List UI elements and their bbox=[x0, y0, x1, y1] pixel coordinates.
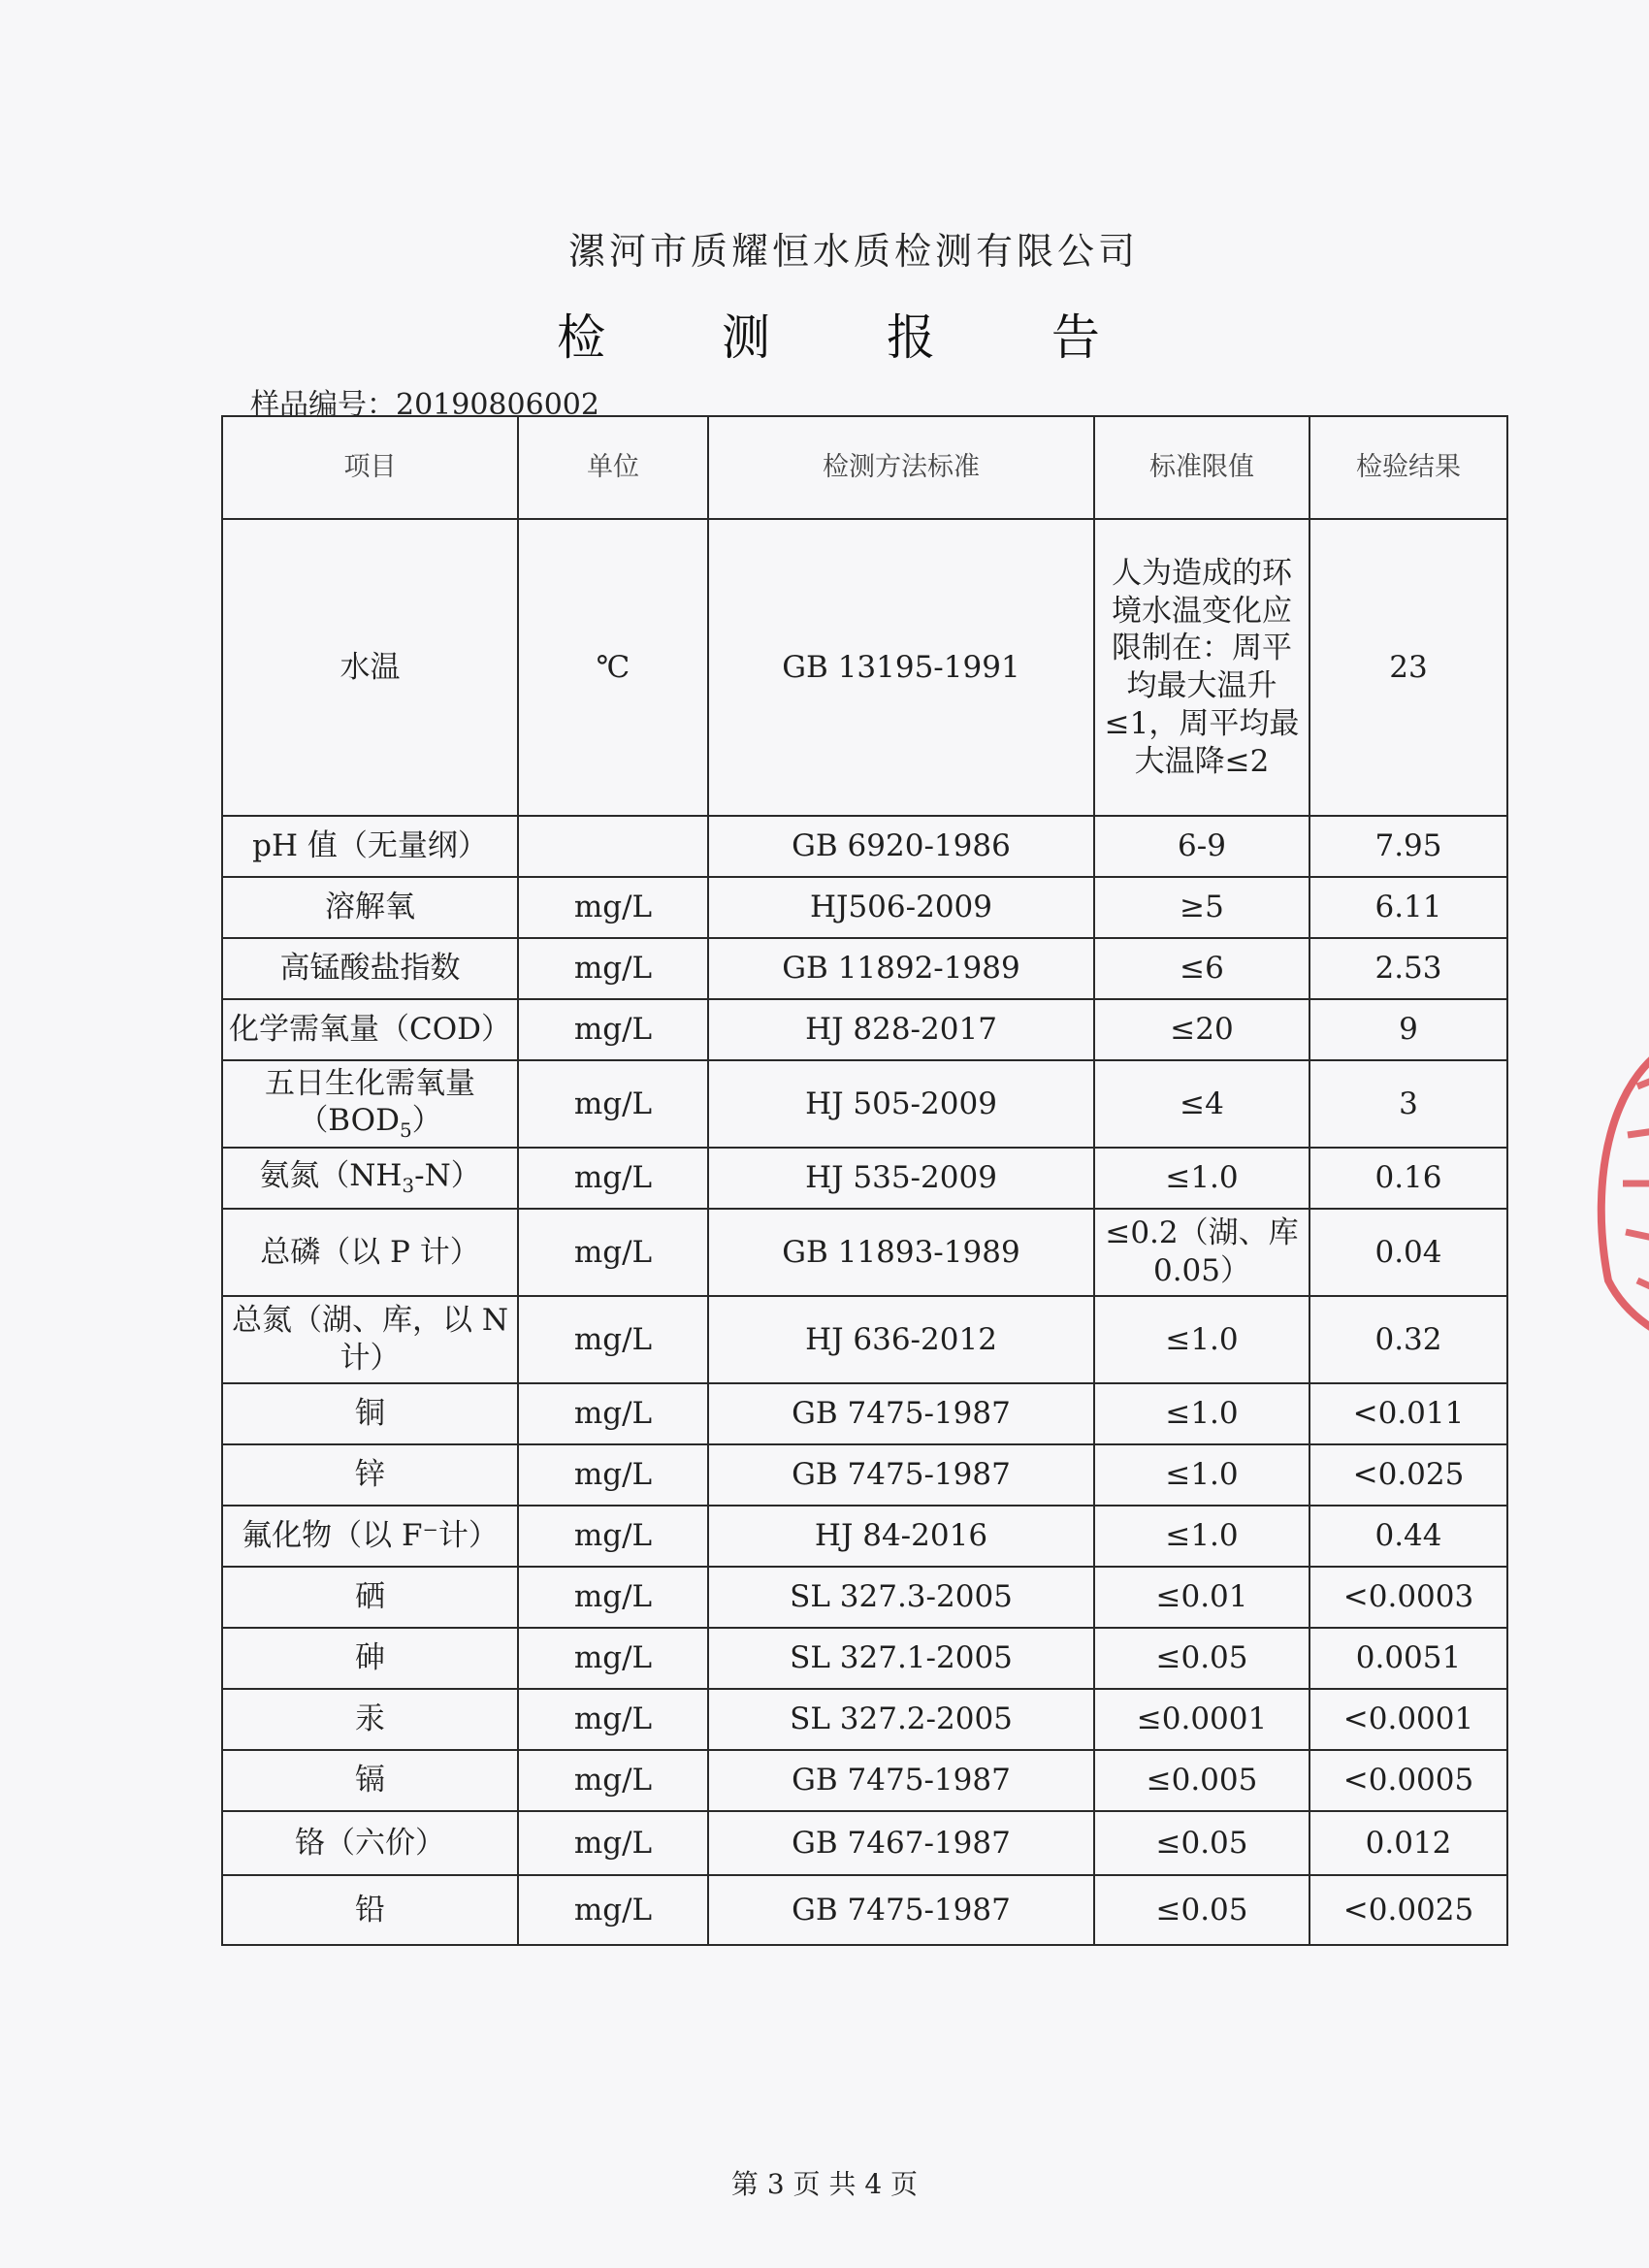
limit-cell: ≤0.005 bbox=[1094, 1750, 1310, 1811]
item-cell bbox=[222, 1148, 518, 1209]
unit-cell: mg/L bbox=[518, 1567, 708, 1628]
table-row bbox=[222, 1628, 1507, 1689]
table-row bbox=[222, 999, 1507, 1060]
item-cell: 水温 bbox=[222, 519, 518, 816]
item-cell: 铬（六价） bbox=[222, 1811, 518, 1875]
limit-cell: ≤1.0 bbox=[1094, 1148, 1310, 1209]
table-row bbox=[222, 938, 1507, 999]
item-cell: 高锰酸盐指数 bbox=[222, 938, 518, 999]
method-cell: GB 11893-1989 bbox=[708, 1209, 1094, 1296]
method-cell: GB 11892-1989 bbox=[708, 938, 1094, 999]
unit-cell: mg/L bbox=[518, 1444, 708, 1506]
table-row bbox=[222, 1148, 1507, 1209]
table-row bbox=[222, 1444, 1507, 1506]
result-cell: 0.32 bbox=[1310, 1296, 1507, 1383]
table-row bbox=[222, 816, 1507, 877]
limit-cell: ≤0.0001 bbox=[1094, 1689, 1310, 1750]
result-cell: 7.95 bbox=[1310, 816, 1507, 877]
item-cell: 锌 bbox=[222, 1444, 518, 1506]
method-cell: GB 7475-1987 bbox=[708, 1444, 1094, 1506]
results-table bbox=[221, 415, 1508, 1946]
table-row bbox=[222, 1567, 1507, 1628]
limit-cell: ≤1.0 bbox=[1094, 1296, 1310, 1383]
limit-cell: ≤1.0 bbox=[1094, 1444, 1310, 1506]
item-cell: pH 值（无量纲） bbox=[222, 816, 518, 877]
header-method: 检测方法标准 bbox=[708, 416, 1094, 519]
result-cell: 0.44 bbox=[1310, 1506, 1507, 1567]
result-cell: 0.012 bbox=[1310, 1811, 1507, 1875]
unit-cell: mg/L bbox=[518, 1506, 708, 1567]
limit-cell: ≤1.0 bbox=[1094, 1506, 1310, 1567]
header-unit: 单位 bbox=[518, 416, 708, 519]
result-cell: <0.011 bbox=[1310, 1383, 1507, 1444]
limit-cell: ≤0.01 bbox=[1094, 1567, 1310, 1628]
method-cell: SL 327.3-2005 bbox=[708, 1567, 1094, 1628]
unit-cell: mg/L bbox=[518, 1811, 708, 1875]
unit-cell: mg/L bbox=[518, 1296, 708, 1383]
table-row bbox=[222, 1060, 1507, 1148]
method-cell: HJ 505-2009 bbox=[708, 1060, 1094, 1148]
header-limit: 标准限值 bbox=[1094, 416, 1310, 519]
company-seal-fragment bbox=[1569, 1028, 1649, 1348]
result-cell: 3 bbox=[1310, 1060, 1507, 1148]
limit-cell: ≤20 bbox=[1094, 999, 1310, 1060]
method-cell: HJ 84-2016 bbox=[708, 1506, 1094, 1567]
item-line2-subscript: 5 bbox=[399, 1118, 412, 1143]
result-cell: 23 bbox=[1310, 519, 1507, 816]
limit-cell: ≤4 bbox=[1094, 1060, 1310, 1148]
table-row bbox=[222, 1875, 1507, 1945]
table-row bbox=[222, 519, 1507, 816]
result-cell: 6.11 bbox=[1310, 877, 1507, 938]
limit-cell: ≤0.2（湖、库0.05） bbox=[1094, 1209, 1310, 1296]
result-cell: 2.53 bbox=[1310, 938, 1507, 999]
table-row bbox=[222, 877, 1507, 938]
unit-cell: mg/L bbox=[518, 1628, 708, 1689]
unit-cell bbox=[518, 816, 708, 877]
item-cell: 铅 bbox=[222, 1875, 518, 1945]
method-cell: GB 7475-1987 bbox=[708, 1875, 1094, 1945]
item-cell: 溶解氧 bbox=[222, 877, 518, 938]
limit-cell: ≤0.05 bbox=[1094, 1628, 1310, 1689]
item-cell: 硒 bbox=[222, 1567, 518, 1628]
method-cell: GB 13195-1991 bbox=[708, 519, 1094, 816]
page-footer: 第 3 页 共 4 页 bbox=[730, 2168, 919, 2200]
item-cell: 总磷（以 P 计） bbox=[222, 1209, 518, 1296]
table-row bbox=[222, 1689, 1507, 1750]
item-line2-post: ） bbox=[411, 1103, 442, 1139]
result-cell: 0.04 bbox=[1310, 1209, 1507, 1296]
item-line1: 五日生化需氧量 bbox=[265, 1065, 475, 1101]
item-cell bbox=[222, 1060, 518, 1148]
result-cell: <0.0005 bbox=[1310, 1750, 1507, 1811]
method-cell: GB 6920-1986 bbox=[708, 816, 1094, 877]
result-cell: <0.025 bbox=[1310, 1444, 1507, 1506]
unit-cell: mg/L bbox=[518, 1750, 708, 1811]
table-row bbox=[222, 1506, 1507, 1567]
unit-cell: ℃ bbox=[518, 519, 708, 816]
company-name: 漯河市质耀恒水质检测有限公司 bbox=[567, 230, 1139, 273]
result-cell: 9 bbox=[1310, 999, 1507, 1060]
item-cell: 氟化物（以 F⁻计） bbox=[222, 1506, 518, 1567]
item-subscript: 3 bbox=[402, 1174, 415, 1198]
method-cell: GB 7475-1987 bbox=[708, 1750, 1094, 1811]
table-row bbox=[222, 1296, 1507, 1383]
item-line2 bbox=[298, 1103, 442, 1143]
table-row bbox=[222, 1811, 1507, 1875]
limit-cell: ≤6 bbox=[1094, 938, 1310, 999]
header-item: 项目 bbox=[222, 416, 518, 519]
item-cell: 砷 bbox=[222, 1628, 518, 1689]
item-cell: 总氮（湖、库，以 N 计） bbox=[222, 1296, 518, 1383]
method-cell: HJ 828-2017 bbox=[708, 999, 1094, 1060]
method-cell: HJ506-2009 bbox=[708, 877, 1094, 938]
method-cell: HJ 535-2009 bbox=[708, 1148, 1094, 1209]
item-pre: 氨氮（NH bbox=[259, 1158, 403, 1194]
header-result: 检验结果 bbox=[1310, 416, 1507, 519]
table-row bbox=[222, 1209, 1507, 1296]
item-post: -N） bbox=[414, 1158, 481, 1194]
limit-cell: ≤0.05 bbox=[1094, 1811, 1310, 1875]
limit-cell: 6-9 bbox=[1094, 816, 1310, 877]
sample-number: 样品编号：20190806002 bbox=[250, 388, 599, 422]
unit-cell: mg/L bbox=[518, 1689, 708, 1750]
table-row bbox=[222, 1383, 1507, 1444]
method-cell: SL 327.2-2005 bbox=[708, 1689, 1094, 1750]
unit-cell: mg/L bbox=[518, 1148, 708, 1209]
result-cell: 0.0051 bbox=[1310, 1628, 1507, 1689]
report-title: 检 测 报 告 bbox=[557, 309, 1150, 366]
unit-cell: mg/L bbox=[518, 1383, 708, 1444]
result-cell: <0.0001 bbox=[1310, 1689, 1507, 1750]
result-cell: 0.16 bbox=[1310, 1148, 1507, 1209]
unit-cell: mg/L bbox=[518, 1209, 708, 1296]
result-cell: <0.0003 bbox=[1310, 1567, 1507, 1628]
unit-cell: mg/L bbox=[518, 1875, 708, 1945]
limit-cell: ≤0.05 bbox=[1094, 1875, 1310, 1945]
table-header-row bbox=[222, 416, 1507, 519]
method-cell: GB 7475-1987 bbox=[708, 1383, 1094, 1444]
unit-cell: mg/L bbox=[518, 1060, 708, 1148]
result-cell: <0.0025 bbox=[1310, 1875, 1507, 1945]
limit-cell: ≥5 bbox=[1094, 877, 1310, 938]
method-cell: HJ 636-2012 bbox=[708, 1296, 1094, 1383]
limit-cell: 人为造成的环境水温变化应限制在：周平均最大温升≤1，周平均最大温降≤2 bbox=[1094, 519, 1310, 816]
item-cell: 镉 bbox=[222, 1750, 518, 1811]
limit-cell: ≤1.0 bbox=[1094, 1383, 1310, 1444]
unit-cell: mg/L bbox=[518, 938, 708, 999]
table-row bbox=[222, 1750, 1507, 1811]
unit-cell: mg/L bbox=[518, 877, 708, 938]
item-cell: 化学需氧量（COD） bbox=[222, 999, 518, 1060]
item-line2-pre: （BOD bbox=[298, 1103, 400, 1139]
item-cell: 铜 bbox=[222, 1383, 518, 1444]
method-cell: GB 7467-1987 bbox=[708, 1811, 1094, 1875]
item-cell: 汞 bbox=[222, 1689, 518, 1750]
method-cell: SL 327.1-2005 bbox=[708, 1628, 1094, 1689]
unit-cell: mg/L bbox=[518, 999, 708, 1060]
